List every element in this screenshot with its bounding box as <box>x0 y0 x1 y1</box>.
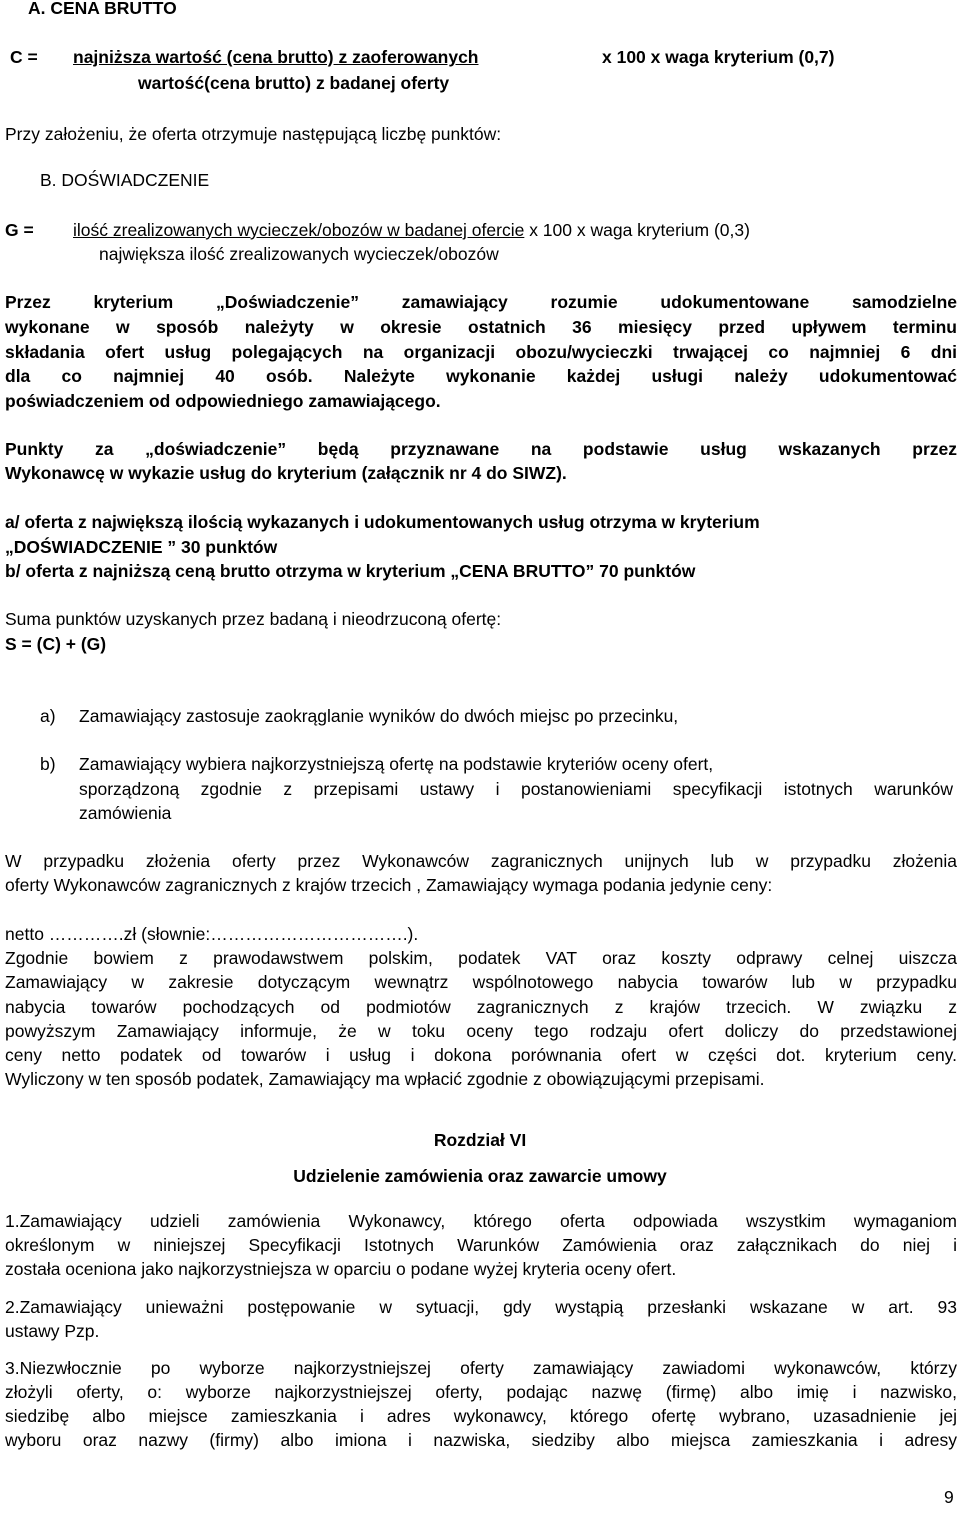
netto-paragraph-line: Zgodnie bowiem z prawodawstwem polskim, podatek VAT oraz koszty odprawy celnej uiszcza <box>5 948 957 968</box>
netto-line: netto ………….zł (słownie:…………………………….). <box>5 924 419 944</box>
netto-paragraph-line: powyższym Zamawiający informuje, że w toku oceny tego rodzaju ofert doliczy do przedstawionej <box>5 1021 957 1041</box>
formula-c-label: C = <box>10 47 38 67</box>
netto-paragraph-line: nabycia towarów pochodzących od podmiotów zagranicznych z krajów trzecich. W związku z <box>5 997 957 1017</box>
foreign-line: W przypadku złożenia oferty przez Wykonawców zagranicznych unijnych lub w przypadku złożenia <box>5 851 957 871</box>
formula-g-denominator: największa ilość zrealizowanych wycieczek/obozów <box>99 244 499 264</box>
criterion-line: dla co najmniej 40 osób. Należyte wykonanie każdej usługi należy udokumentować <box>5 366 957 386</box>
netto-paragraph-line: ceny netto podatek od towarów i usług i dokona porównania ofert w części dot. kryterium ceny. <box>5 1045 957 1065</box>
formula-c-denominator: wartość(cena brutto) z badanej oferty <box>138 73 450 93</box>
criterion-line: składania ofert usług polegających na organizacji obozu/wycieczki trwającej co najmniej 6 dni <box>5 342 957 362</box>
clause-3-line: wyboru oraz nazwy (firmy) albo imiona i nazwiska, siedziby albo miejsca zamieszkania i adresy <box>5 1430 957 1450</box>
netto-paragraph-line: Wyliczony w ten sposób podatek, Zamawiający ma wpłacić zgodnie z obowiązującymi przepisami. <box>5 1069 765 1089</box>
points-note: Przy założeniu, że oferta otrzymuje następującą liczbę punktów: <box>5 124 502 144</box>
formula-g-label: G = <box>5 220 34 240</box>
award-a-line: „DOŚWIADCZENIE ” 30 punktów <box>5 537 278 557</box>
page-number: 9 <box>944 1487 954 1507</box>
criterion-line: Przez kryterium „Doświadczenie” zamawiający rozumie udokumentowane samodzielne <box>5 292 957 312</box>
clause-1-line: 1.Zamawiający udzieli zamówienia Wykonawcy, którego oferta odpowiada wszystkim wymaganiom <box>5 1211 957 1231</box>
points-rule-line: Punkty za „doświadczenie” będą przyznawane na podstawie usług wskazanych przez <box>5 439 957 459</box>
list-item-b: sporządzoną zgodnie z przepisami ustawy i postanowieniami specyfikacji istotnych warunków <box>79 779 953 799</box>
formula-c-numerator: najniższa wartość (cena brutto) z zaoferowanych <box>73 47 479 67</box>
clause-2-line: 2.Zamawiający unieważni postępowanie w sytuacji, gdy wystąpią przesłanki wskazane w art. 93 <box>5 1297 957 1317</box>
award-a-line: a/ oferta z największą ilością wykazanych i udokumentowanych usług otrzyma w kryterium <box>5 512 760 532</box>
clause-3-line: złożyli oferty, o: wyborze najkorzystniejszej oferty, podając nazwę (firmę) albo imię i nazwisko, <box>5 1382 957 1402</box>
list-item-b: Zamawiający wybiera najkorzystniejszą ofertę na podstawie kryteriów oceny ofert, <box>79 754 714 774</box>
clause-2-line: ustawy Pzp. <box>5 1321 100 1341</box>
sum-formula: S = (C) + (G) <box>5 634 107 654</box>
points-rule-line: Wykonawcę w wykazie usług do kryterium (załącznik nr 4 do SIWZ). <box>5 463 567 483</box>
netto-paragraph-line: Zamawiający w zakresie dotyczącym wewnątrz wspólnotowego nabycia towarów lub w przypadku <box>5 972 957 992</box>
formula-g-top <box>73 218 750 242</box>
criterion-line: poświadczeniem od odpowiedniego zamawiającego. <box>5 391 441 411</box>
section-a-heading: A. CENA BRUTTO <box>28 0 177 18</box>
formula-g-multiplier: x 100 x waga kryterium (0,3) <box>524 220 750 240</box>
clause-1-line: określonym w niniejszej Specyfikacji Istotnych Warunków Zamówienia oraz załącznikach do niej i <box>5 1235 957 1255</box>
formula-g-numerator: ilość zrealizowanych wycieczek/obozów w badanej ofercie <box>73 220 525 240</box>
list-marker: a) <box>40 706 56 726</box>
list-marker: b) <box>40 754 56 774</box>
section-b-heading: B. DOŚWIADCZENIE <box>40 170 210 190</box>
chapter-title: Udzielenie zamówienia oraz zawarcie umowy <box>293 1166 667 1186</box>
sum-intro: Suma punktów uzyskanych przez badaną i nieodrzuconą ofertę: <box>5 609 502 629</box>
list-item-b: zamówienia <box>79 803 172 823</box>
formula-c-multiplier: x 100 x waga kryterium (0,7) <box>602 47 835 67</box>
foreign-line: oferty Wykonawców zagranicznych z krajów trzecich , Zamawiający wymaga podania jedynie ceny: <box>5 875 773 895</box>
clause-1-line: została oceniona jako najkorzystniejsza w oparciu o podane wyżej kryteria oceny ofert. <box>5 1259 677 1279</box>
award-b-line: b/ oferta z najniższą ceną brutto otrzyma w kryterium „CENA BRUTTO” 70 punktów <box>5 561 696 581</box>
list-item-a: Zamawiający zastosuje zaokrąglanie wyników do dwóch miejsc po przecinku, <box>79 706 679 726</box>
criterion-line: wykonane w sposób należyty w okresie ostatnich 36 miesięcy przed upływem terminu <box>5 317 957 337</box>
clause-3-line: siedzibę albo miejsce zamieszkania i adres wykonawcy, którego ofertę wybrano, uzasadnienie jej <box>5 1406 957 1426</box>
chapter-number: Rozdział VI <box>433 1130 527 1150</box>
clause-3-line: 3.Niezwłocznie po wyborze najkorzystniejszej oferty zamawiający zawiadomi wykonawców, którzy <box>5 1358 957 1378</box>
